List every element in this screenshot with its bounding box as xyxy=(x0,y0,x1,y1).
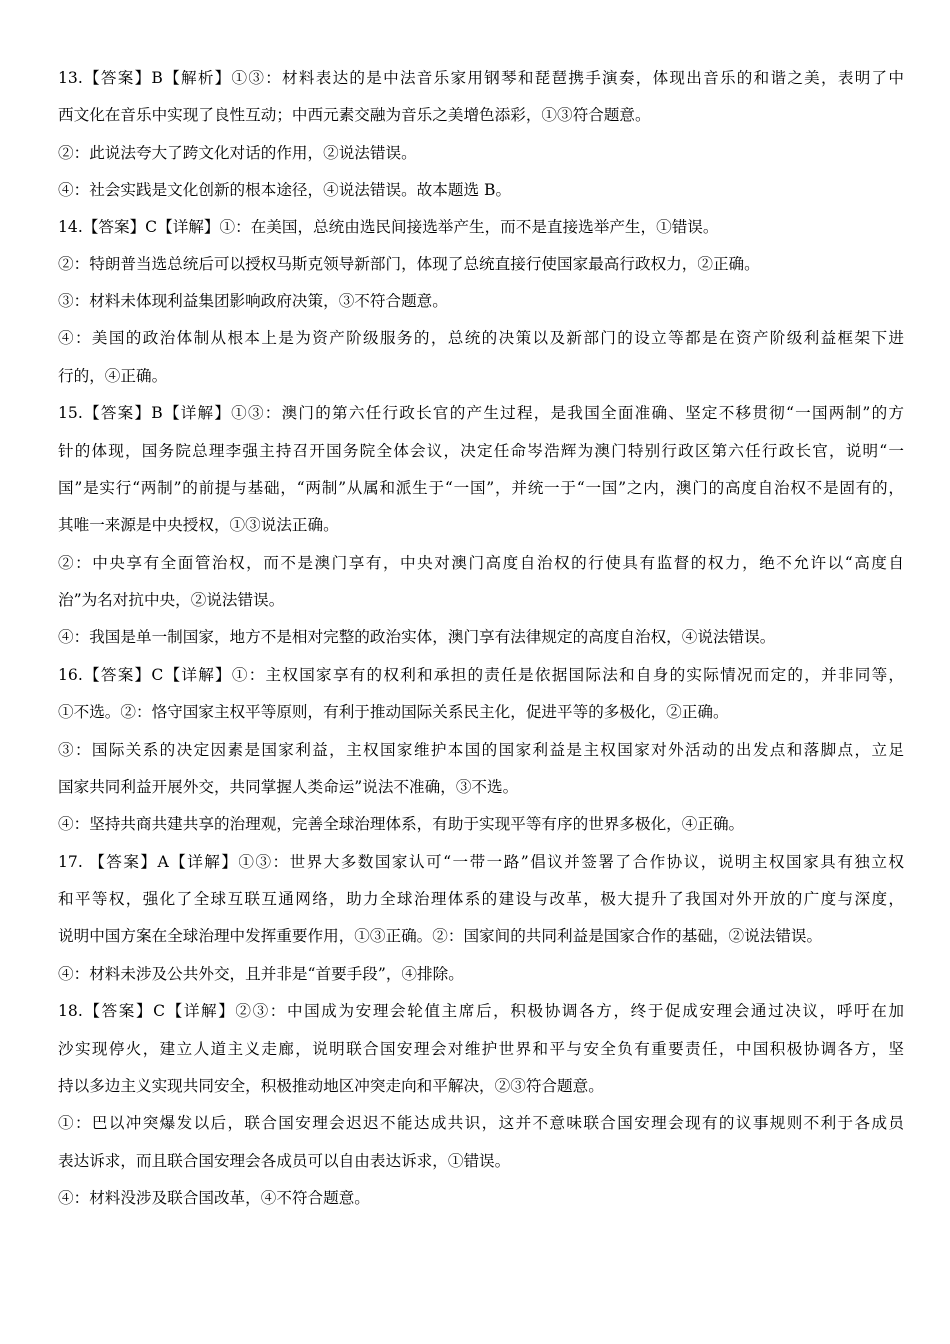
answer-16-line-2: ①不选。②：恪守国家主权平等原则，有利于推动国际关系民主化，促进平等的多极化，②正确。 xyxy=(58,703,729,721)
answer-15-line-2: 针的体现，国务院总理李强主持召开国务院全体会议，决定任命岑浩辉为澳门特别行政区第六任行政长官，说明“一 xyxy=(58,442,904,460)
answer-17-line-3: 说明中国方案在全球治理中发挥重要作用，①③正确。②：国家间的共同利益是国家合作的基础，②说法错误。 xyxy=(58,927,823,945)
answer-15-line-4: 其唯一来源是中央授权，①③说法正确。 xyxy=(58,516,339,534)
answer-13-line-2: 西文化在音乐中实现了良性互动；中西元素交融为音乐之美增色添彩，①③符合题意。 xyxy=(58,106,651,124)
answer-14-line-5: 行的，④正确。 xyxy=(58,367,168,385)
answer-14-line-4: ④：美国的政治体制从根本上是为资产阶级服务的，总统的决策以及新部门的设立等都是在资产阶级利益框架下进 xyxy=(58,329,904,347)
answer-18-line-3: 持以多边主义实现共同安全，积极推动地区冲突走向和平解决，②③符合题意。 xyxy=(58,1077,604,1095)
answer-13-line-3: ②：此说法夸大了跨文化对话的作用，②说法错误。 xyxy=(58,144,417,162)
answer-17-line-2: 和平等权，强化了全球互联互通网络，助力全球治理体系的建设与改革，极大提升了我国对外开放的广度与深度， xyxy=(58,890,904,908)
answer-14-line-3: ③：材料未体现利益集团影响政府决策，③不符合题意。 xyxy=(58,292,448,310)
answer-16-line-3: ③：国际关系的决定因素是国家利益，主权国家维护本国的国家利益是主权国家对外活动的出发点和落脚点，立足 xyxy=(58,741,904,759)
answer-15-line-5: ②：中央享有全面管治权，而不是澳门享有，中央对澳门高度自治权的行使具有监督的权力，绝不允许以“高度自 xyxy=(58,554,904,572)
answer-13-line-4: ④：社会实践是文化创新的根本途径，④说法错误。故本题选 B。 xyxy=(58,181,512,199)
answer-18-line-2: 沙实现停火，建立人道主义走廊，说明联合国安理会对维护世界和平与安全负有重要责任，中国积极协调各方，坚 xyxy=(58,1040,904,1058)
answer-16-line-4: 国家共同利益开展外交，共同掌握人类命运”说法不准确，③不选。 xyxy=(58,778,519,796)
answer-15-line-6: 治”为名对抗中央，②说法错误。 xyxy=(58,591,285,609)
answer-14-line-1: 14.【答案】C【详解】①：在美国，总统由选民间接选举产生，而不是直接选举产生，①错误。 xyxy=(58,218,719,236)
answer-18-line-6: ④：材料没涉及联合国改革，④不符合题意。 xyxy=(58,1189,370,1207)
answer-16-line-1: 16.【答案】C【详解】①：主权国家享有的权利和承担的责任是依据国际法和自身的实际情况而定的，并非同等， xyxy=(58,666,904,684)
answer-14-line-2: ②：特朗普当选总统后可以授权马斯克领导新部门，体现了总统直接行使国家最高行政权力，②正确。 xyxy=(58,255,760,273)
answer-15-line-1: 15.【答案】B【详解】①③：澳门的第六任行政长官的产生过程，是我国全面准确、坚定不移贯彻“一国两制”的方 xyxy=(58,404,904,422)
answer-18-line-1: 18.【答案】C【详解】②③：中国成为安理会轮值主席后，积极协调各方，终于促成安理会通过决议，呼吁在加 xyxy=(58,1002,904,1020)
answer-17-line-4: ④：材料未涉及公共外交，且并非是“首要手段”，④排除。 xyxy=(58,965,464,983)
answer-18-line-5: 表达诉求，而且联合国安理会各成员可以自由表达诉求，①错误。 xyxy=(58,1152,511,1170)
answer-18-line-4: ①：巴以冲突爆发以后，联合国安理会迟迟不能达成共识，这并不意味联合国安理会现有的议事规则不利于各成员 xyxy=(58,1114,904,1132)
answer-16-line-5: ④：坚持共商共建共享的治理观，完善全球治理体系，有助于实现平等有序的世界多极化，④正确。 xyxy=(58,815,745,833)
answer-17-line-1: 17. 【答案】A【详解】①③：世界大多数国家认可“一带一路”倡议并签署了合作协议，说明主权国家具有独立权 xyxy=(58,853,904,871)
answer-15-line-3: 国”是实行“两制”的前提与基础，“两制”从属和派生于“一国”，并统一于“一国”之内，澳门的高度自治权不是固有的， xyxy=(58,479,904,497)
answer-15-line-7: ④：我国是单一制国家，地方不是相对完整的政治实体，澳门享有法律规定的高度自治权，④说法错误。 xyxy=(58,628,776,646)
answer-13-line-1: 13.【答案】B【解析】①③：材料表达的是中法音乐家用钢琴和琵琶携手演奏，体现出音乐的和谐之美，表明了中 xyxy=(58,69,904,87)
